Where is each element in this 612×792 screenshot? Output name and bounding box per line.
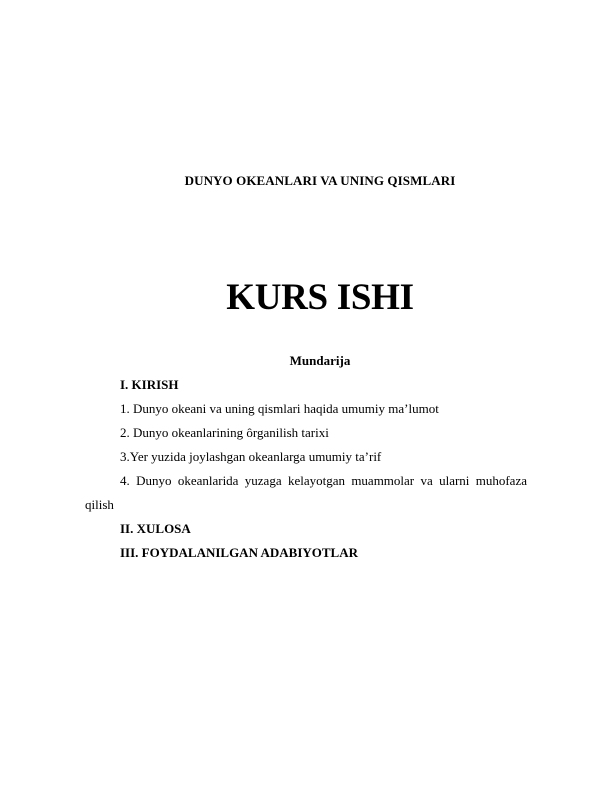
toc-item-introduction: I. KIRISH xyxy=(120,377,179,392)
toc-item-2: 2. Dunyo okeanlarining ôrganilish tarixi xyxy=(120,425,329,440)
table-of-contents-heading: Mundarija xyxy=(289,353,351,368)
topic-title: DUNYO OKEANLARI VA UNING QISMLARI xyxy=(184,173,456,188)
toc-item-references: III. FOYDALANILGAN ADABIYOTLAR xyxy=(120,545,359,560)
toc-item-1: 1. Dunyo okeani va uning qismlari haqida umumiy ma’lumot xyxy=(120,401,439,416)
toc-item-3: 3.Yer yuzida joylashgan okeanlarga umumiy ta’rif xyxy=(120,449,382,464)
toc-item-conclusion: II. XULOSA xyxy=(120,521,191,536)
toc-item-4: 4. Dunyo okeanlarida yuzaga kelayotgan muammolar va ularni muhofaza qilish xyxy=(85,473,527,512)
document-type-heading: KURS ISHI xyxy=(226,277,414,318)
table-of-contents xyxy=(85,373,527,565)
